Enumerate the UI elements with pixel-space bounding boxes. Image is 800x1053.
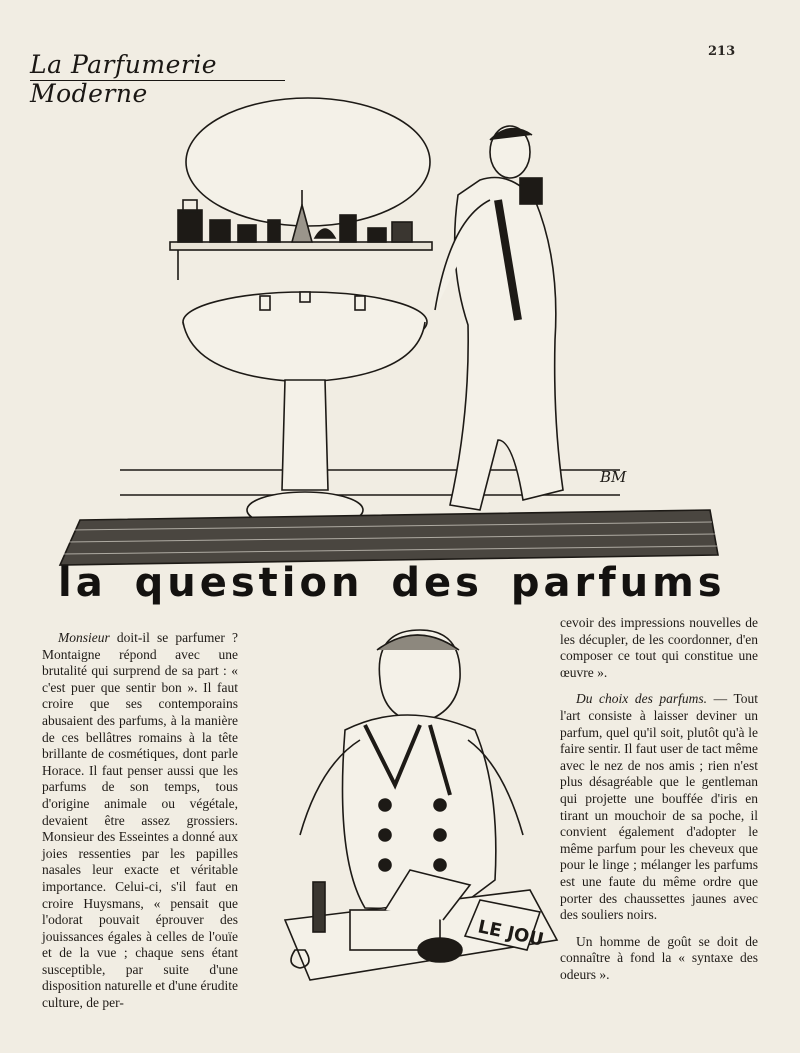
closing-paragraph: Un homme de goût se doit de connaître à fond la « syntaxe des odeurs ».	[560, 933, 758, 982]
article-left-column	[42, 630, 238, 1012]
bathroom-illustration	[50, 90, 730, 570]
box-label: LE JOU	[475, 916, 546, 951]
page-number: 213	[708, 44, 736, 59]
paragraph-text: — Tout l'art consiste à laisser deviner un parfum, quel qu'il soit, plutôt qu'à le faire sentir. Il faut user de tact même avec le nez de nos amis ; rien n'est plus désagréable que le gentleman qui projette une bouffée d'iris en tirant un mouchoir de sa poche, il convient également d'adopter le même parfum pour les cheveux que pour le linge ; mélanger les parfums est une faute du même ordre que porter des chaussettes jaunes avec des souliers noirs.	[560, 691, 758, 923]
article-right-column	[560, 615, 758, 983]
continued-paragraph: cevoir des impressions nouvelles de les décupler, de les coordonner, d'en composer ce tout qui constitue une œuvre ».	[560, 615, 758, 680]
article-title: la question des parfums	[58, 560, 726, 606]
man-in-robe	[435, 126, 563, 510]
magazine-title: La Parfumerie Moderne	[30, 50, 218, 108]
masthead-underline	[30, 80, 285, 81]
paragraph	[560, 691, 758, 923]
lead-word: Monsieur	[58, 630, 110, 645]
dressing-illustration	[265, 620, 565, 995]
washbasin	[183, 292, 427, 528]
artist-monogram: BM	[600, 468, 627, 486]
shelf	[170, 242, 432, 250]
mirror	[186, 98, 430, 226]
paragraph	[42, 630, 238, 1012]
tiled-floor	[60, 510, 718, 565]
paragraph-text: doit-il se parfumer ? Montaigne répond avec une brutalité qui surprend de sa part : « c'est puer que sentir bon ». Il faut croire que ses contemporains abusaient des parfums, à la manière de ces bellâtres romains à la tête brillante de cosmétiques, dont parle Horace. Il faut penser aussi que les parfums de son temps, tous d'origine animale ou végétale, devaient être assez grossiers. Monsieur des Esseintes a donné aux joies ressenties par les papilles nasales leur exacte et véritable importance. Celui-ci, s'il faut en croire Huysmans, « pensait que l'odorat pouvait éprouver des jouissances égales à celles de l'ouïe et de la vue ; chaque sens étant susceptible, par suite d'une disposition naturelle et d'une érudite culture, de per-	[42, 630, 238, 1011]
section-subhead: Du choix des parfums.	[576, 691, 708, 707]
